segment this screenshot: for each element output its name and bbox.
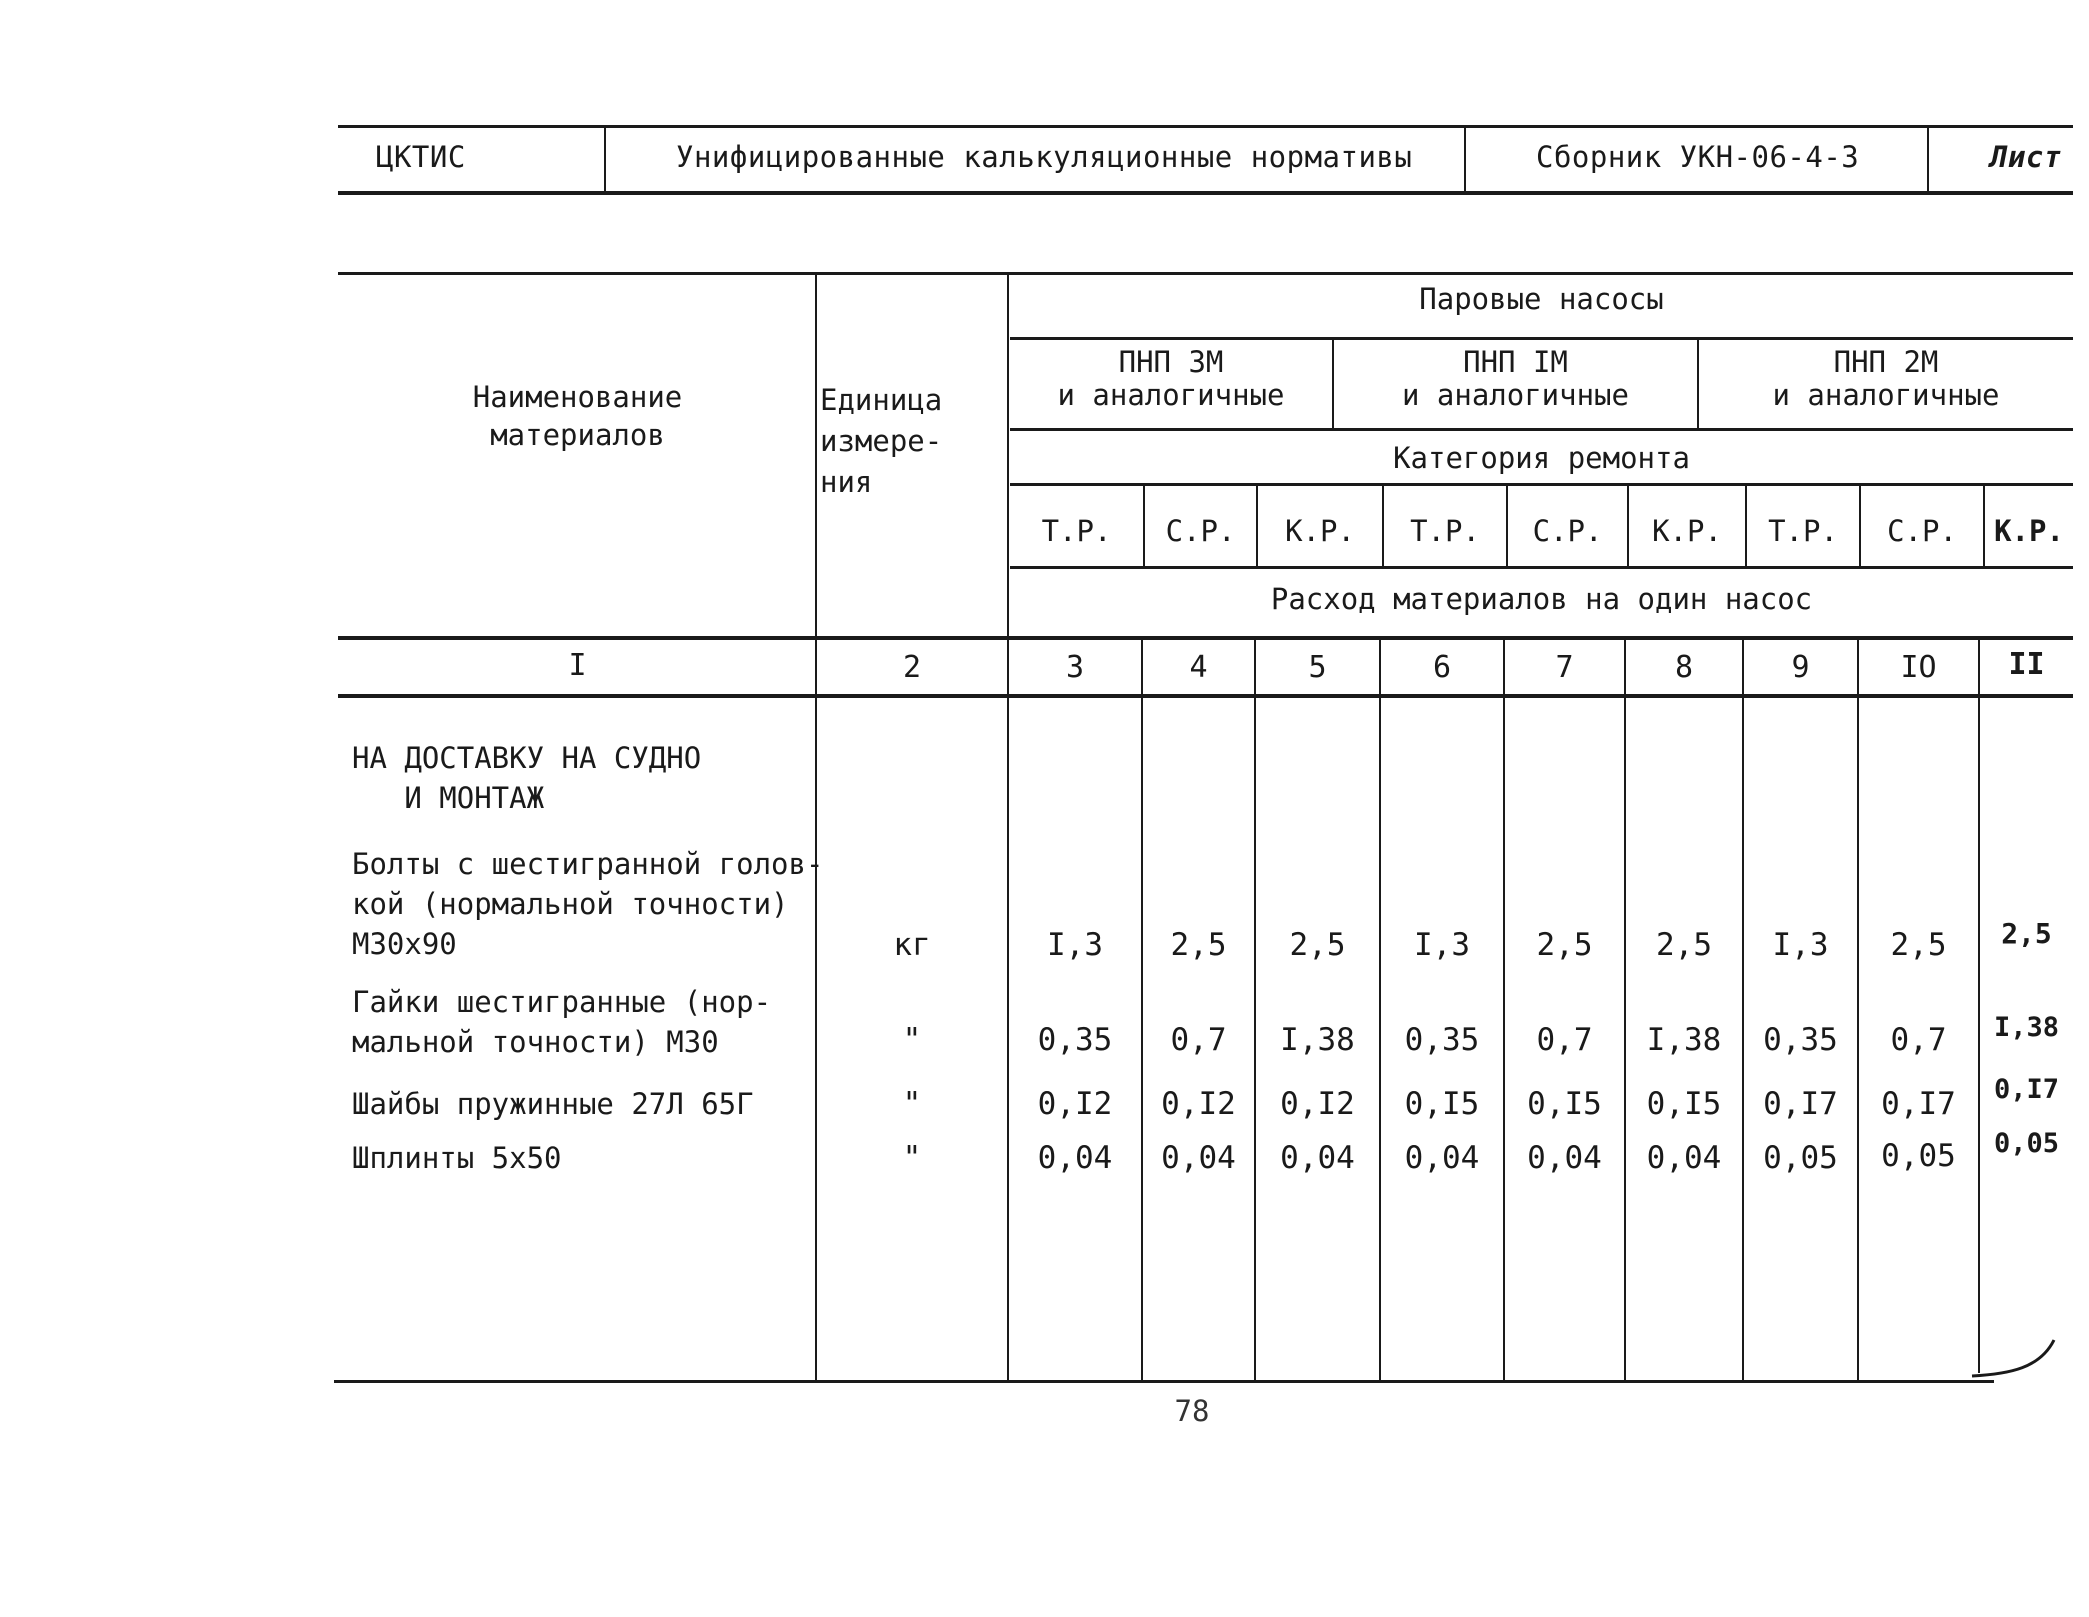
header-title: Унифицированные калькуляционные нормативы	[676, 140, 1413, 174]
category-label: Т.Р.	[1768, 514, 1838, 548]
category-label: К.Р.	[1285, 514, 1355, 548]
pump-rule	[1010, 428, 2073, 431]
category-label: С.Р.	[1887, 514, 1957, 548]
category-values-rule	[1010, 566, 2073, 569]
value-cell: 2,5	[1170, 927, 1227, 963]
value-cell: 0,7	[1536, 1022, 1593, 1058]
value-cell: I,3	[1047, 927, 1103, 963]
group-rule	[1010, 337, 2073, 340]
value-cell: 0,04	[1646, 1140, 1722, 1176]
page-curl	[1970, 1330, 2060, 1382]
column-number: 7	[1555, 650, 1574, 685]
column-number: 4	[1189, 650, 1208, 685]
value-cell: 0,I7	[1763, 1086, 1838, 1122]
value-cell: 0,7	[1890, 1022, 1947, 1058]
value-cell: 0,I2	[1280, 1086, 1355, 1122]
value-cell: 2,5	[1890, 927, 1947, 963]
consumption-header: Расход материалов на один насос	[1270, 582, 1813, 616]
data-col-divider	[1254, 638, 1256, 1381]
category-label: С.Р.	[1532, 514, 1603, 548]
value-cell: 0,05	[1881, 1138, 1956, 1174]
category-header: Категория ремонта	[1393, 441, 1690, 475]
group-header: Паровые насосы	[1419, 282, 1664, 316]
page-number: 78	[1174, 1394, 1210, 1428]
category-label: Т.Р.	[1041, 514, 1112, 548]
section-title: НА ДОСТАВКУ НА СУДНО И МОНТАЖ	[352, 741, 702, 815]
value-cell: 0,35	[1037, 1022, 1113, 1058]
data-col-divider	[1379, 638, 1381, 1381]
row-name: Шплинты 5х50	[352, 1141, 562, 1175]
col-divider-name	[815, 274, 817, 1381]
value-cell: 0,04	[1527, 1140, 1602, 1176]
value-cell: 2,5	[1656, 927, 1712, 963]
value-cell: 0,I7	[1881, 1086, 1956, 1122]
value-cell: 0,04	[1404, 1140, 1480, 1176]
category-label: К.Р.	[1652, 514, 1722, 548]
value-cell: 0,04	[1161, 1140, 1236, 1176]
value-cell: 0,I2	[1037, 1086, 1113, 1122]
column-number: 8	[1674, 650, 1694, 685]
column-number: 9	[1791, 650, 1810, 685]
col-divider-unit	[1007, 274, 1009, 1381]
value-cell: 0,7	[1170, 1022, 1227, 1058]
category-label: С.Р.	[1165, 514, 1236, 548]
category-label: К.Р.	[1994, 514, 2064, 548]
header-divider	[604, 127, 606, 191]
row-unit: "	[902, 1086, 922, 1122]
column-number: II	[2008, 647, 2045, 682]
table-bottom-rule	[334, 1380, 1994, 1383]
row-unit: "	[902, 1140, 922, 1176]
row-name: Болты с шестигранной голов- кой (нормальной точности) М30х90	[352, 847, 824, 961]
column-number: 5	[1308, 650, 1327, 685]
header-collection: Сборник УКН-06-4-3	[1536, 140, 1860, 174]
data-col-divider	[1503, 638, 1505, 1381]
value-cell: 0,I5	[1404, 1086, 1480, 1122]
data-col-divider	[1857, 638, 1859, 1381]
value-cell: I,38	[1280, 1022, 1355, 1058]
col-name-header: Наименование материалов	[472, 380, 683, 452]
value-cell: 0,35	[1763, 1022, 1838, 1058]
value-cell: 0,04	[1037, 1140, 1113, 1176]
numbers-rule	[338, 694, 2073, 698]
value-cell: 0,04	[1280, 1140, 1355, 1176]
header-sheet: Лист	[1990, 140, 2062, 174]
pump-header-2: ПНП IМ и аналогичные	[1402, 345, 1629, 412]
table-top-rule	[338, 272, 2073, 275]
value-cell: I,3	[1414, 927, 1470, 963]
category-rule	[1010, 483, 2073, 486]
header-bottom-rule	[338, 191, 2073, 195]
value-cell: 0,I5	[1646, 1086, 1722, 1122]
row-unit: "	[902, 1022, 922, 1058]
col-unit-header: Единица измере- ния	[820, 383, 943, 499]
value-cell: 0,I2	[1161, 1086, 1236, 1122]
value-cell: I,3	[1772, 927, 1829, 963]
value-cell: 2,5	[1289, 927, 1346, 963]
row-name: Гайки шестигранные (нор- мальной точности) М30	[352, 985, 772, 1059]
value-cell: 0,05	[1763, 1140, 1838, 1176]
value-cell: 2,5	[2001, 917, 2052, 950]
column-number: 2	[902, 650, 922, 685]
value-cell: 0,I7	[1993, 1074, 2060, 1105]
data-col-divider	[1624, 638, 1626, 1381]
row-name: Шайбы пружинные 27Л 65Г	[352, 1087, 754, 1121]
pump-header-3: ПНП 2М и аналогичные	[1772, 345, 2000, 412]
data-col-divider	[1141, 638, 1143, 1381]
header-top-rule	[338, 125, 2073, 128]
value-cell: 0,35	[1404, 1022, 1480, 1058]
column-number: 3	[1065, 650, 1085, 685]
value-cell: 0,05	[1993, 1128, 2060, 1159]
column-number: IO	[1900, 650, 1937, 685]
column-number: 6	[1432, 650, 1452, 685]
data-col-divider	[1978, 638, 1980, 1373]
data-col-divider	[1742, 638, 1744, 1381]
header-end-rule	[338, 636, 2073, 640]
column-number: I	[568, 648, 587, 683]
value-cell: I,38	[1993, 1012, 2060, 1043]
value-cell: 0,I5	[1527, 1086, 1602, 1122]
row-unit: кг	[893, 927, 931, 963]
header-org: ЦКТИС	[376, 140, 466, 174]
header-divider	[1927, 127, 1929, 191]
value-cell: 2,5	[1536, 927, 1593, 963]
category-label: Т.Р.	[1410, 514, 1480, 548]
header-divider	[1464, 127, 1466, 191]
pump-header-1: ПНП 3М и аналогичные	[1057, 345, 1285, 412]
value-cell: I,38	[1646, 1022, 1722, 1058]
